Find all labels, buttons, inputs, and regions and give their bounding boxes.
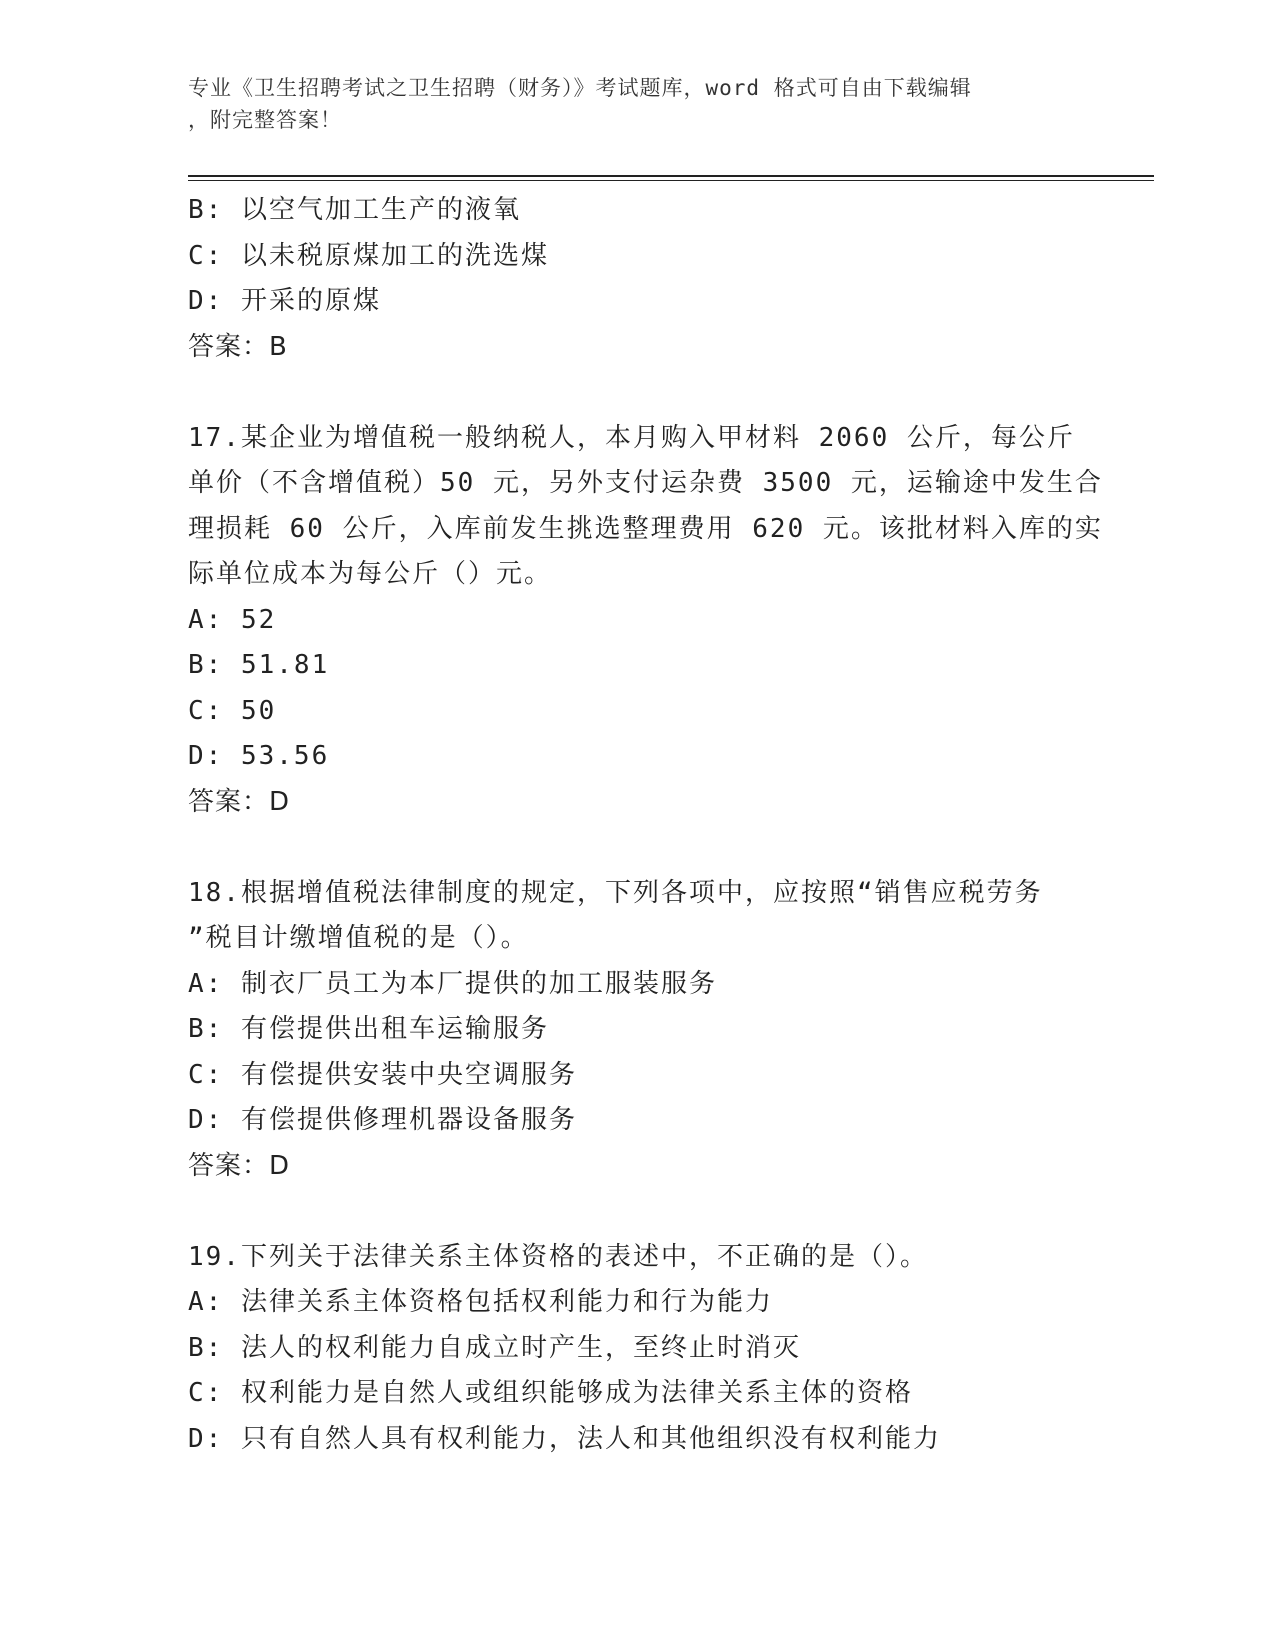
option-c: C: 50 xyxy=(188,695,277,726)
header-rule-thin xyxy=(188,180,1154,181)
question-18-text-line-1: 18.根据增值税法律制度的规定，下列各项中，应按照“销售应税劳务 xyxy=(188,877,1043,908)
question-18-text-line-2: ”税目计缴增值税的是（）。 xyxy=(188,923,529,953)
question-17-text-line-3: 理损耗 60 公斤，入库前发生挑选整理费用 620 元。该批材料入库的实 xyxy=(188,513,1103,544)
option-a: A: 52 xyxy=(188,604,277,635)
option-b: B: 以空气加工生产的液氧 xyxy=(188,195,521,225)
option-b: B: 有偿提供出租车运输服务 xyxy=(188,1014,549,1044)
question-17-text-line-1: 17.某企业为增值税一般纳税人，本月购入甲材料 2060 公斤，每公斤 xyxy=(188,422,1075,453)
option-c: C: 权利能力是自然人或组织能够成为法律关系主体的资格 xyxy=(188,1378,913,1408)
header-line-2: ，附完整答案！ xyxy=(188,108,342,132)
answer-label: 答案：D xyxy=(188,786,291,817)
header-rule-thick xyxy=(188,175,1154,177)
option-d: D: 只有自然人具有权利能力，法人和其他组织没有权利能力 xyxy=(188,1423,941,1454)
option-c: C: 以未税原煤加工的洗选煤 xyxy=(188,240,549,271)
option-a: A: 法律关系主体资格包括权利能力和行为能力 xyxy=(188,1287,773,1317)
option-d: D: 53.56 xyxy=(188,741,330,771)
document-header xyxy=(188,72,1088,136)
question-17-text-line-4: 际单位成本为每公斤（）元。 xyxy=(188,559,553,589)
question-19-block xyxy=(188,1235,1088,1463)
question-19-text-line-1: 19.下列关于法律关系主体资格的表述中，不正确的是（）。 xyxy=(188,1241,928,1272)
option-b: B: 法人的权利能力自成立时产生，至终止时消灭 xyxy=(188,1332,801,1363)
spacer xyxy=(188,1189,1088,1235)
answer-label: 答案：D xyxy=(188,1150,291,1181)
spacer xyxy=(188,370,1088,416)
question-17-block xyxy=(188,416,1103,826)
header-line-1: 专业《卫生招聘考试之卫生招聘（财务）》考试题库，word 格式可自由下载编辑 xyxy=(188,76,972,100)
option-c: C: 有偿提供安装中央空调服务 xyxy=(188,1059,577,1090)
spacer xyxy=(188,825,1088,871)
prev-question-block xyxy=(188,188,1088,370)
document-content xyxy=(188,188,1103,1462)
option-b: B: 51.81 xyxy=(188,650,330,680)
option-d: D: 有偿提供修理机器设备服务 xyxy=(188,1105,577,1135)
question-17-text-line-2: 单价（不含增值税）50 元，另外支付运杂费 3500 元，运输途中发生合 xyxy=(188,468,1103,498)
option-a: A: 制衣厂员工为本厂提供的加工服装服务 xyxy=(188,968,717,999)
option-d: D: 开采的原煤 xyxy=(188,286,381,316)
question-18-block xyxy=(188,871,1088,1190)
answer-label: 答案：B xyxy=(188,331,288,362)
